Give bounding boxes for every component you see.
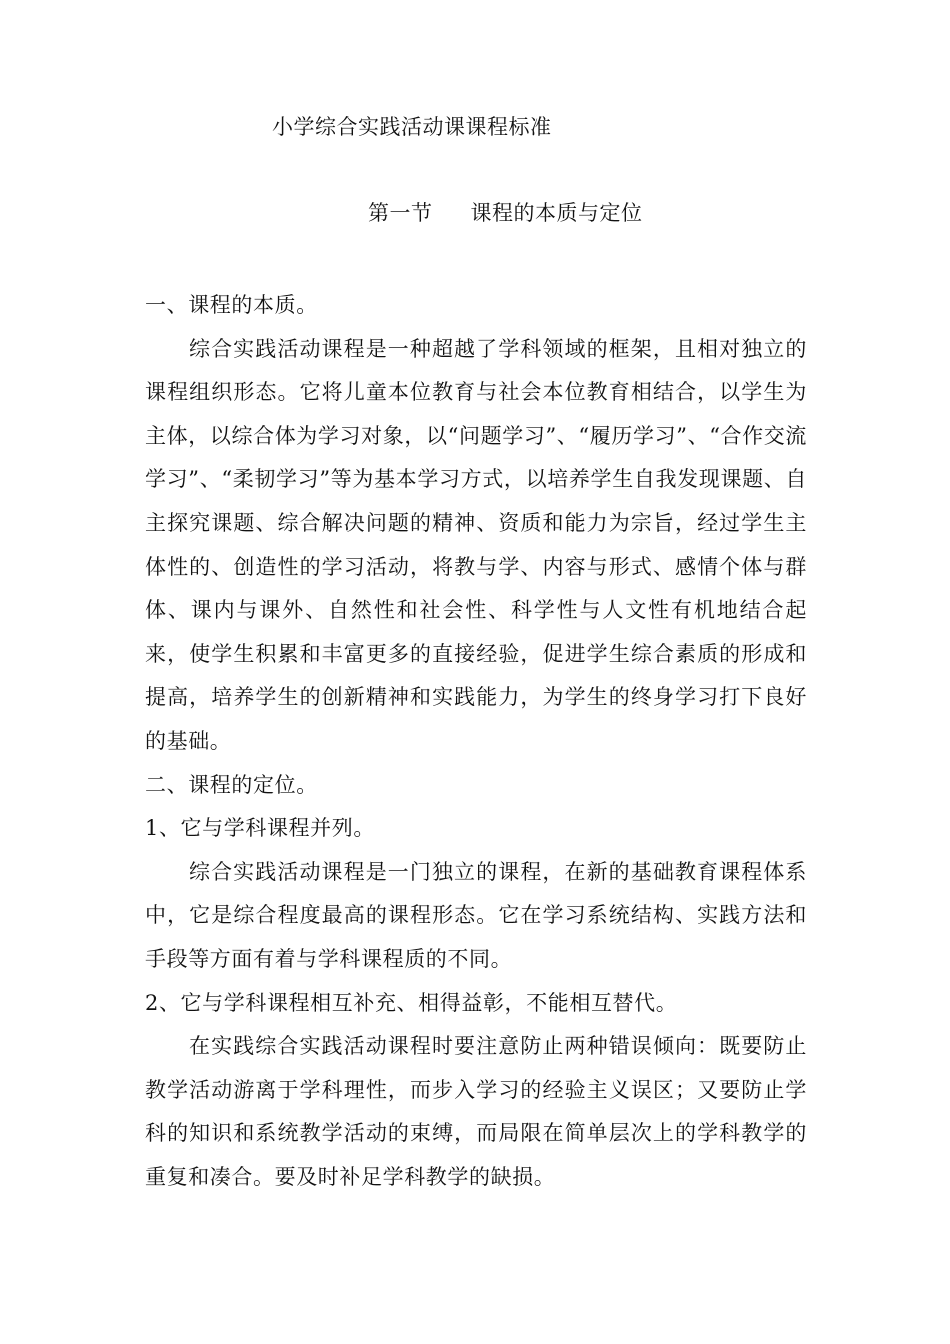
paragraph-parallel: 综合实践活动课程是一门独立的课程，在新的基础教育课程体系中，它是综合程度最高的课程形态。它在学习系统结构、实践方法和手段等方面有着与学科课程质的不同。 bbox=[145, 859, 807, 971]
section-name: 课程的本质与定位 bbox=[470, 201, 643, 225]
subheading-complement: 2、它与学科课程相互补充、相得益彰，不能相互替代。 bbox=[145, 990, 678, 1015]
section-number: 第一节 bbox=[368, 201, 433, 225]
document-title: 小学综合实践活动课课程标准 bbox=[272, 115, 552, 139]
heading-nature: 一、课程的本质。 bbox=[145, 293, 318, 317]
paragraph-complement: 在实践综合实践活动课程时要注意防止两种错误倾向：既要防止教学活动游离于学科理性，而步入学习的经验主义误区；又要防止学科的知识和系统教学活动的束缚，而局限在简单层次上的学科教学的重复和凑合。要及时补足学科教学的缺损。 bbox=[145, 1034, 807, 1189]
document-body bbox=[145, 284, 807, 1199]
section-heading bbox=[368, 198, 643, 228]
subheading-parallel: 1、它与学科课程并列。 bbox=[145, 816, 375, 841]
heading-positioning: 二、课程的定位。 bbox=[145, 772, 318, 797]
paragraph-nature: 综合实践活动课程是一种超越了学科领域的框架，且相对独立的课程组织形态。它将儿童本位教育与社会本位教育相结合，以学生为主体，以综合体为学习对象，以“问题学习”、“履历学习”、“合作交流学习”、“柔韧学习”等为基本学习方式，以培养学生自我发现课题、自主探究课题、综合解决问题的精神、资质和能力为宗旨，经过学生主体性的、创造性的学习活动，将教与学、内容与形式、感情个体与群体、课内与课外、自然性和社会性、科学性与人文性有机地结合起来，使学生积累和丰富更多的直接经验，促进学生综合素质的形成和提高，培养学生的创新精神和实践能力，为学生的终身学习打下良好的基础。 bbox=[145, 336, 807, 753]
